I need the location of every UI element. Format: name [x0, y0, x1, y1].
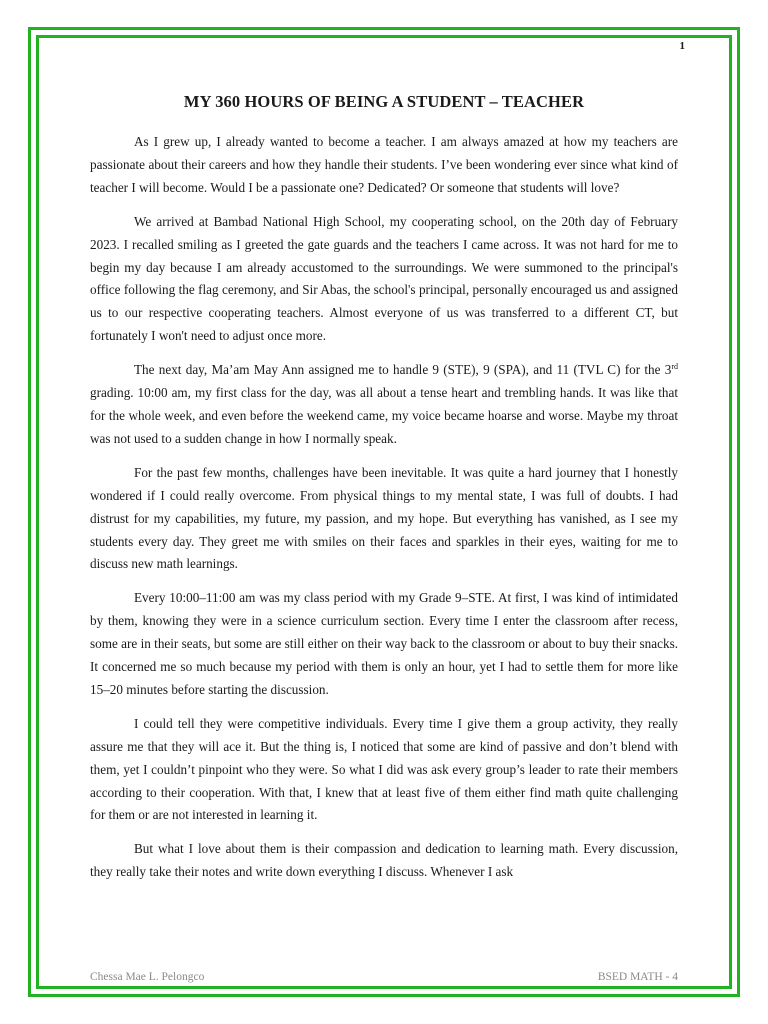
paragraph-3 — [90, 359, 678, 451]
paragraph-2: We arrived at Bambad National High School, my cooperating school, on the 20th day of February 2023. I recalled smiling as I greeted the gate guards and the teachers I came across. It was not hard for me to begin my day because I am already accustomed to the surroundings. We were summoned to the principal's office following the flag ceremony, and Sir Abas, the school's principal, personally encouraged us and assigned us to our respective cooperating teachers. Almost everyone of us was transferred to a different CT, but fortunately I won't need to adjust once more. — [90, 213, 678, 344]
paragraph-3-text-a: The next day, Ma’am May Ann assigned me to handle 9 (STE), 9 (SPA), and 11 (TVL C) for the 3 — [134, 362, 672, 378]
paragraph-7: But what I love about them is their compassion and dedication to learning math. Every discussion, they really take their notes and write down everything I discuss. Whenever I ask — [90, 841, 678, 880]
document-body — [90, 131, 678, 895]
paragraph-6: I could tell they were competitive individuals. Every time I give them a group activity, they really assure me that they will ace it. But the thing is, I noticed that some are kind of passive and don’t blend with them, yet I couldn’t pinpoint who they were. So what I did was ask every group’s leader to rate their members according to their cooperation. With that, I knew that at least five of them either find math quite challenging for them or are not interested in learning it. — [90, 715, 678, 823]
paragraph-5: Every 10:00–11:00 am was my class period with my Grade 9–STE. At first, I was kind of intimidated by them, knowing they were in a science curriculum section. Every time I enter the classroom after recess, some are in their seats, but some are still either on their way back to the classroom or about to buy their snacks. It concerned me so much because my period with them is only an hour, yet I had to settle them for more like 15–20 minutes before starting the discussion. — [90, 590, 678, 697]
ordinal-superscript: rd — [671, 362, 678, 372]
footer-course: BSED MATH - 4 — [597, 971, 678, 983]
paragraph-3-text-b: grading. 10:00 am, my first class for the day, was all about a tense heart and trembling hands. It was like that for the whole week, and even before the weekend came, my voice became hoarse and worse. Maybe my throat was not used to a sudden change in how I normally speak. — [90, 385, 678, 446]
paragraph-4: For the past few months, challenges have been inevitable. It was quite a hard journey that I honestly wondered if I could really overcome. From physical things to my mental state, I was full of doubts. I had distrust for my capabilities, my future, my passion, and my hope. But everything has vanished, as I see my students every day. They greet me with smiles on their faces and sparkles in their eyes, waiting for me to discuss new math learnings. — [90, 464, 678, 572]
paragraph-1: As I grew up, I already wanted to become a teacher. I am always amazed at how my teachers are passionate about their careers and how they handle their students. I’ve been wondering ever since what kind of teacher I will become. Would I be a passionate one? Dedicated? Or someone that students will love? — [90, 134, 678, 195]
footer-author: Chessa Mae L. Pelongco — [90, 971, 205, 983]
page-number: 1 — [679, 40, 685, 52]
document-title: MY 360 HOURS OF BEING A STUDENT – TEACHER — [183, 92, 585, 111]
